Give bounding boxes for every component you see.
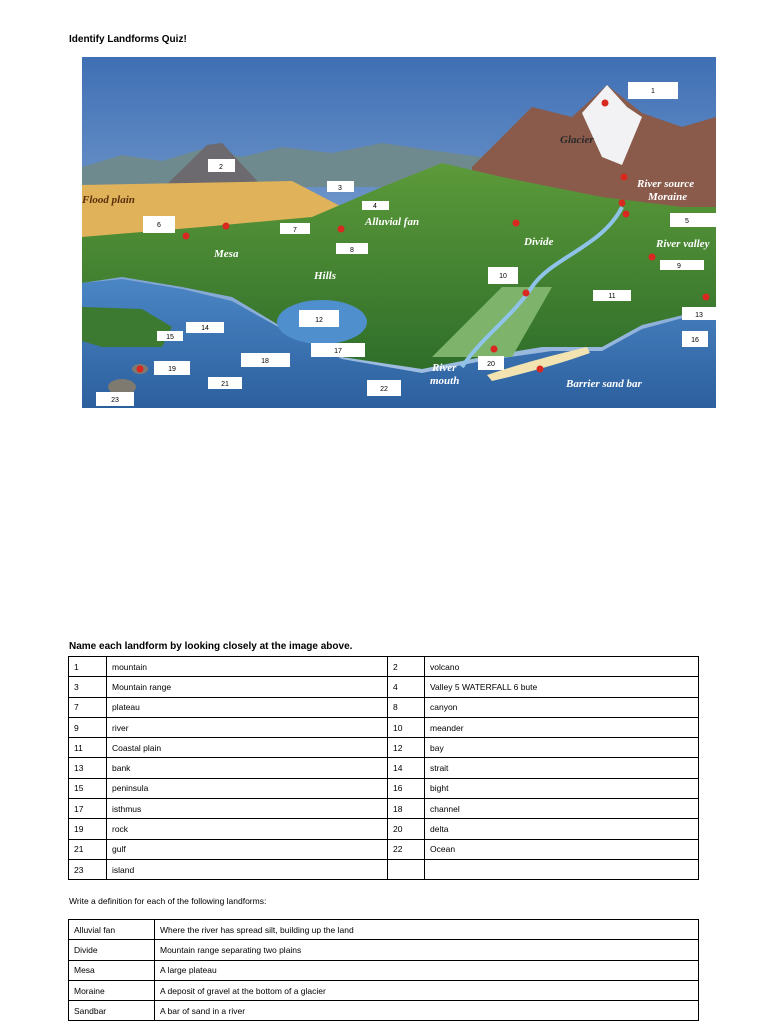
answer-number-cell: 19: [69, 819, 107, 839]
number-box-2: [208, 159, 235, 172]
table-row: [69, 778, 699, 798]
svg-text:5: 5: [685, 218, 689, 225]
answer-number-cell: 17: [69, 799, 107, 819]
answer-text-cell: volcano: [425, 657, 699, 677]
number-box-11: [593, 290, 631, 301]
table-row: [69, 657, 699, 677]
answer-number-cell: 1: [69, 657, 107, 677]
number-box-22: [367, 380, 401, 396]
number-box-20: [478, 356, 504, 370]
answer-number-cell: 10: [388, 717, 425, 737]
answer-text-cell: strait: [425, 758, 699, 778]
svg-text:8: 8: [350, 247, 354, 254]
svg-text:12: 12: [315, 317, 323, 324]
answer-number-cell: 8: [388, 697, 425, 717]
table-row: [69, 717, 699, 737]
number-box-5: [670, 213, 716, 227]
svg-text:17: 17: [334, 348, 342, 355]
svg-text:11: 11: [608, 293, 616, 300]
table-row: [69, 980, 699, 1000]
answer-number-cell: 7: [69, 697, 107, 717]
number-box-1: [628, 82, 678, 99]
table-row: [69, 738, 699, 758]
answer-text-cell: rock: [107, 819, 388, 839]
number-box-21: [208, 377, 242, 389]
definition-text-cell: Mountain range separating two plains: [155, 940, 699, 960]
label-flood-plain: Flood plain: [82, 194, 135, 206]
table-row: [69, 940, 699, 960]
definition-term-cell: Alluvial fan: [69, 920, 155, 940]
answer-number-cell: 16: [388, 778, 425, 798]
answer-text-cell: isthmus: [107, 799, 388, 819]
table-row: [69, 677, 699, 697]
answer-text-cell: delta: [425, 819, 699, 839]
instruction-name-landforms: Name each landform by looking closely at the image above.: [69, 641, 353, 652]
number-box-18: [241, 353, 290, 367]
answer-number-cell: 23: [69, 859, 107, 879]
answer-number-cell: 3: [69, 677, 107, 697]
answer-text-cell: meander: [425, 717, 699, 737]
table-row: [69, 758, 699, 778]
answer-number-cell: 9: [69, 717, 107, 737]
label-glacier: Glacier: [560, 134, 594, 146]
answer-text-cell: Coastal plain: [107, 738, 388, 758]
answer-number-cell: 21: [69, 839, 107, 859]
answer-text-cell: mountain: [107, 657, 388, 677]
answer-text-cell: island: [107, 859, 388, 879]
definition-text-cell: A large plateau: [155, 960, 699, 980]
svg-text:23: 23: [111, 397, 119, 404]
label-river-mouth-2: mouth: [430, 375, 460, 387]
answer-number-cell: 13: [69, 758, 107, 778]
quiz-title: Identify Landforms Quiz!: [69, 34, 187, 45]
definition-term-cell: Sandbar: [69, 1001, 155, 1021]
number-box-12: [299, 310, 339, 327]
number-box-8: [336, 243, 368, 254]
label-alluvial-fan: Alluvial fan: [365, 216, 420, 228]
answer-number-cell: 18: [388, 799, 425, 819]
answer-text-cell: bight: [425, 778, 699, 798]
svg-text:6: 6: [157, 222, 161, 229]
label-moraine: Moraine: [648, 191, 688, 203]
number-box-7: [280, 223, 310, 234]
answer-number-cell: 2: [388, 657, 425, 677]
svg-text:2: 2: [219, 164, 223, 171]
answer-text-cell: Mountain range: [107, 677, 388, 697]
svg-text:13: 13: [695, 312, 703, 319]
svg-text:16: 16: [691, 337, 699, 344]
answer-text-cell: canyon: [425, 697, 699, 717]
answer-text-cell: river: [107, 717, 388, 737]
label-river-mouth-1: River: [432, 362, 457, 374]
definition-term-cell: Divide: [69, 940, 155, 960]
number-box-23: [96, 392, 134, 406]
answer-text-cell: Ocean: [425, 839, 699, 859]
definition-text-cell: A bar of sand in a river: [155, 1001, 699, 1021]
number-box-16: [682, 331, 708, 347]
number-box-17: [311, 343, 365, 357]
svg-text:3: 3: [338, 185, 342, 192]
table-row: [69, 839, 699, 859]
answer-text-cell: [425, 859, 699, 879]
answer-text-cell: gulf: [107, 839, 388, 859]
answer-number-cell: 4: [388, 677, 425, 697]
definitions-table: [68, 919, 699, 1021]
number-box-15: [157, 331, 183, 341]
svg-text:22: 22: [380, 386, 388, 393]
svg-text:4: 4: [373, 203, 377, 210]
table-row: [69, 799, 699, 819]
answer-text-cell: bay: [425, 738, 699, 758]
label-river-valley: River valley: [656, 238, 710, 250]
answer-number-cell: 15: [69, 778, 107, 798]
definition-text-cell: Where the river has spread silt, building up the land: [155, 920, 699, 940]
svg-text:1: 1: [651, 88, 655, 95]
number-box-14: [186, 322, 224, 333]
definition-term-cell: Moraine: [69, 980, 155, 1000]
answer-number-cell: 20: [388, 819, 425, 839]
number-box-6: [143, 216, 175, 233]
number-box-10: [488, 267, 518, 284]
label-mesa: Mesa: [214, 248, 239, 260]
number-box-4: [362, 201, 389, 210]
table-row: [69, 960, 699, 980]
number-box-3: [327, 181, 354, 192]
label-divide: Divide: [524, 236, 554, 248]
answer-number-cell: 22: [388, 839, 425, 859]
definition-term-cell: Mesa: [69, 960, 155, 980]
svg-text:14: 14: [201, 325, 209, 332]
instruction-definitions: Write a definition for each of the following landforms:: [69, 896, 267, 906]
number-box-9: [660, 260, 704, 270]
table-row: [69, 697, 699, 717]
table-row: [69, 859, 699, 879]
table-row: [69, 920, 699, 940]
svg-text:18: 18: [261, 358, 269, 365]
number-box-19: [154, 361, 190, 375]
landforms-illustration: [82, 57, 716, 408]
answer-text-cell: channel: [425, 799, 699, 819]
answer-number-cell: [388, 859, 425, 879]
answers-table: [68, 656, 699, 880]
answer-text-cell: plateau: [107, 697, 388, 717]
svg-text:21: 21: [221, 381, 229, 388]
answer-number-cell: 12: [388, 738, 425, 758]
answer-text-cell: Valley 5 WATERFALL 6 bute: [425, 677, 699, 697]
answer-number-cell: 14: [388, 758, 425, 778]
svg-text:15: 15: [166, 334, 174, 341]
number-box-13: [682, 307, 716, 320]
svg-text:19: 19: [168, 366, 176, 373]
svg-text:20: 20: [487, 361, 495, 368]
answer-number-cell: 11: [69, 738, 107, 758]
definition-text-cell: A deposit of gravel at the bottom of a glacier: [155, 980, 699, 1000]
label-hills: Hills: [314, 270, 337, 282]
svg-text:9: 9: [677, 263, 681, 270]
svg-text:7: 7: [293, 227, 297, 234]
table-row: [69, 819, 699, 839]
answer-text-cell: bank: [107, 758, 388, 778]
answer-text-cell: peninsula: [107, 778, 388, 798]
label-river-source: River source: [637, 178, 695, 190]
label-barrier-sand-bar: Barrier sand bar: [566, 378, 642, 390]
table-row: [69, 1001, 699, 1021]
svg-text:10: 10: [499, 273, 507, 280]
